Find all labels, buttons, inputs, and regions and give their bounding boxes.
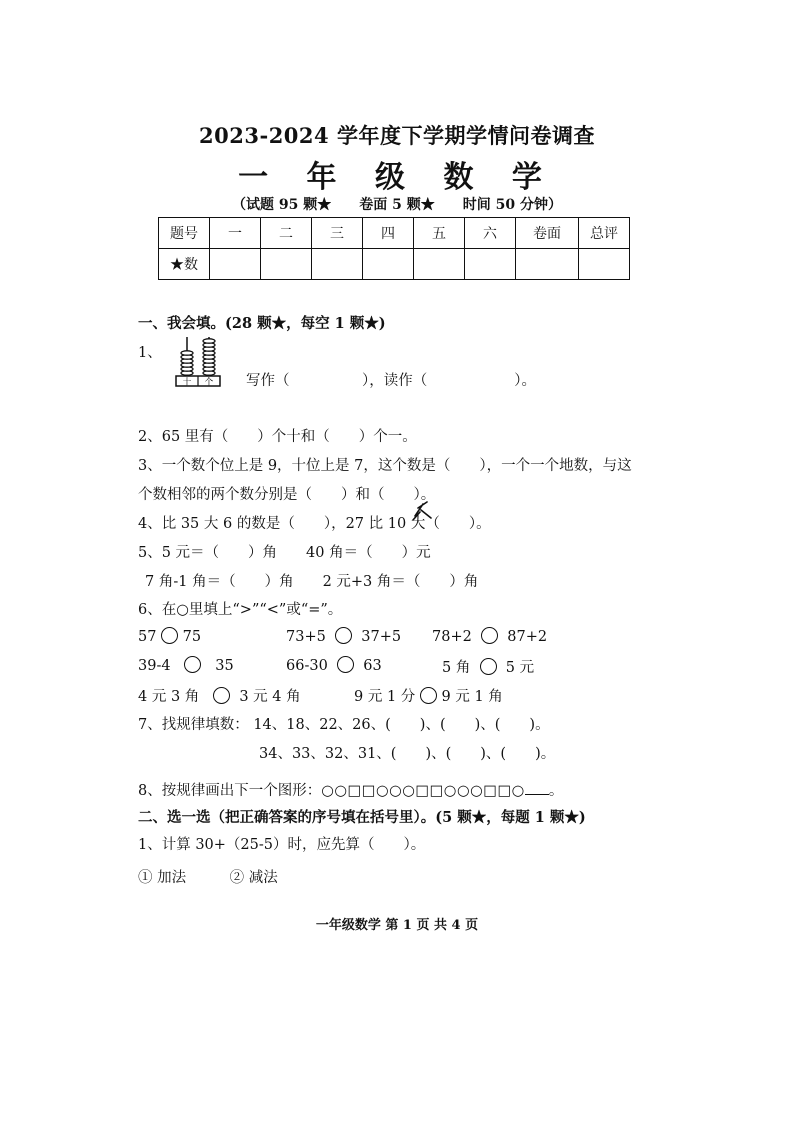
compare-item: 9 元 1 分 9 元 1 角: [354, 689, 503, 705]
compare-circle[interactable]: [337, 656, 354, 673]
score-input-cell[interactable]: [516, 249, 579, 280]
score-cell: ★数: [159, 249, 210, 280]
compare-item: 66-30 63: [286, 658, 382, 674]
s2-q1-options: ① 加法 ② 减法: [138, 870, 278, 886]
score-table-stars-row: [159, 249, 630, 280]
score-table-header-row: [159, 218, 630, 249]
score-cell: 总评: [579, 218, 630, 249]
q8-line: 8、按规律画出下一个图形：○○□□○○○□□○○○□□○ 。: [138, 783, 564, 799]
abacus-label-tens: 十: [182, 377, 192, 388]
score-cell: 四: [363, 218, 414, 249]
score-input-cell[interactable]: [579, 249, 630, 280]
q3-line2: 个数相邻的两个数分别是（ ）和（ ）。: [138, 487, 436, 503]
score-cell: 五: [414, 218, 465, 249]
section2-heading: 二、选一选（把正确答案的序号填在括号里）。(5 颗★，每题 1 颗★): [138, 809, 586, 826]
score-cell: 一: [210, 218, 261, 249]
exam-info: （试题 95 颗★ 卷面 5 颗★ 时间 50 分钟）: [232, 197, 562, 213]
q1-text: 写作（ ），读作（ ）。: [246, 373, 536, 389]
score-cell: 六: [465, 218, 516, 249]
q5-line1: 5、5 元＝（ ）角 40 角＝（ ）元: [138, 545, 431, 561]
q8-text: 8、按规律画出下一个图形：: [138, 783, 322, 799]
compare-item: 4 元 3 角 3 元 4 角: [138, 689, 301, 705]
score-table: [158, 217, 630, 280]
s2-q1-text: 1、计算 30+（25-5）时，应先算（ ）。: [138, 837, 426, 853]
abacus-label-ones: 个: [204, 377, 214, 388]
abacus-image: [174, 334, 222, 388]
score-input-cell[interactable]: [465, 249, 516, 280]
q8-answer-blank[interactable]: [525, 782, 549, 795]
exam-title: 2023-2024 学年度下学期学情问卷调查: [199, 123, 595, 148]
section1-heading: 一、我会填。(28 颗★，每空 1 颗★): [138, 315, 386, 332]
compare-circle[interactable]: [213, 687, 230, 704]
compare-circle[interactable]: [184, 656, 201, 673]
subject-title: 一 年 级 数 学: [238, 160, 556, 195]
q5-line2: 7 角-1 角＝（ ）角 2 元+3 角＝（ ）角: [145, 574, 479, 590]
compare-circle[interactable]: [161, 627, 178, 644]
compare-item: 39-4 35: [138, 658, 234, 674]
score-input-cell[interactable]: [261, 249, 312, 280]
score-cell: 二: [261, 218, 312, 249]
q2-text: 2、65 里有（ ）个十和（ ）个一。: [138, 429, 417, 445]
compare-item: 73+5 37+5: [286, 629, 402, 645]
q7-line2: 34、33、32、31、( )、( )、( )。: [259, 746, 556, 762]
page-footer: 一年级数学 第 1 页 共 4 页: [315, 918, 479, 933]
compare-item: 78+2 87+2: [432, 629, 548, 645]
score-input-cell[interactable]: [414, 249, 465, 280]
score-input-cell[interactable]: [312, 249, 363, 280]
compare-item: 57 75: [138, 629, 202, 645]
compare-circle[interactable]: [481, 627, 498, 644]
q7-line1: 7、找规律填数： 14、18、22、26、( )、( )、( )。: [138, 717, 550, 733]
compare-circle[interactable]: [480, 658, 497, 675]
handwritten-scribble: [411, 498, 437, 524]
q6-heading: 6、在○里填上“>”“<”或“=”。: [138, 602, 343, 618]
q1-number: 1、: [138, 345, 162, 361]
score-cell: 三: [312, 218, 363, 249]
score-input-cell[interactable]: [210, 249, 261, 280]
compare-circle[interactable]: [335, 627, 352, 644]
score-cell: 卷面: [516, 218, 579, 249]
q4-text: 4、比 35 大 6 的数是（ ），27 比 10 大（ ）。: [138, 516, 491, 532]
compare-item: 5 角 5 元: [442, 660, 535, 676]
score-input-cell[interactable]: [363, 249, 414, 280]
q8-shape-sequence: ○○□□○○○□□○○○□□○: [321, 783, 525, 799]
compare-circle[interactable]: [420, 687, 437, 704]
score-cell: 题号: [159, 218, 210, 249]
q3-line1: 3、一个数个位上是 9，十位上是 7，这个数是（ ），一个一个地数，与这: [138, 458, 632, 474]
